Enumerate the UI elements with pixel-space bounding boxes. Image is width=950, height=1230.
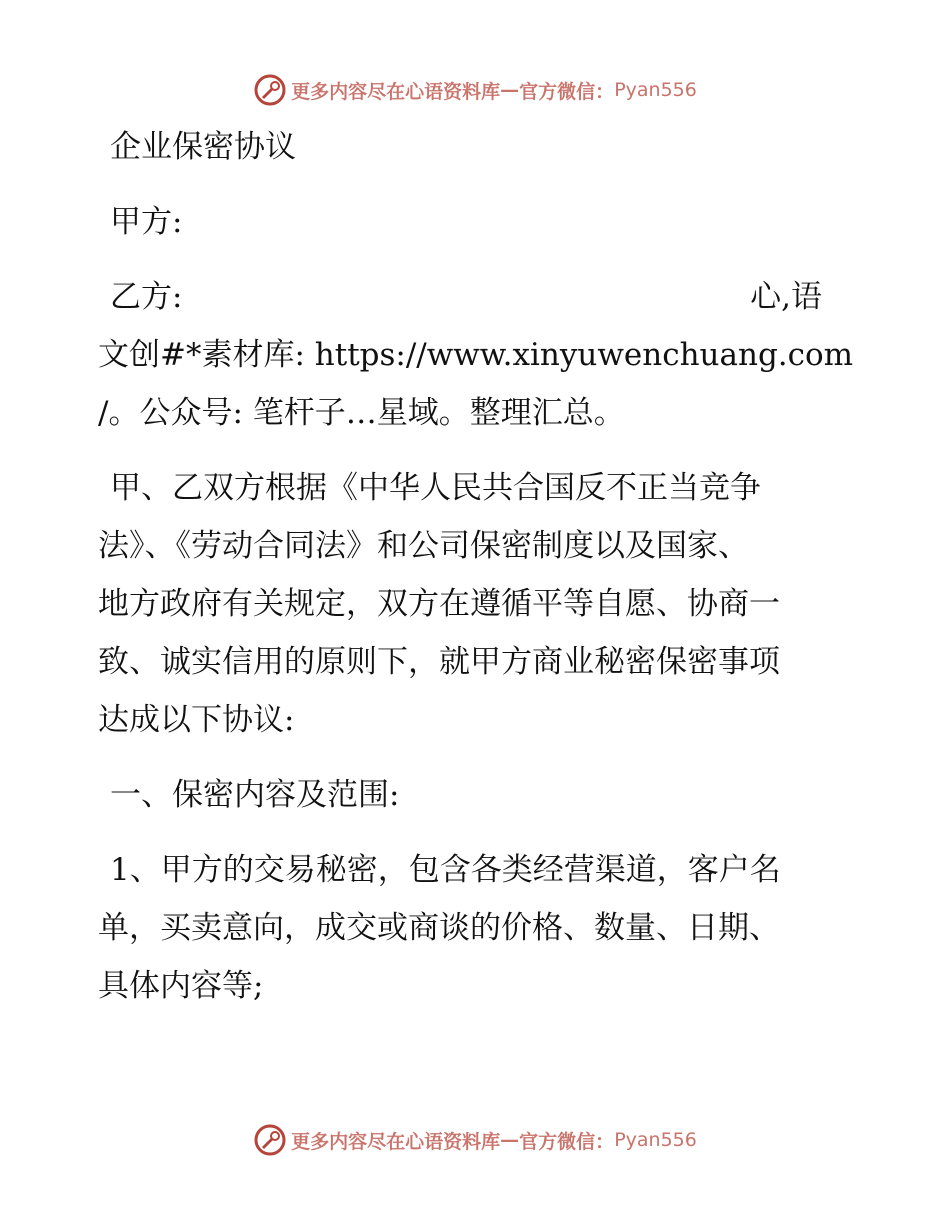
item-1-line-3: 具体内容等; xyxy=(98,968,264,1004)
item-1-line-2: 单，买卖意向，成交或商谈的价格、数量、日期、 xyxy=(98,910,780,946)
banner-wechat: Pyan556 xyxy=(614,1129,697,1151)
banner-official: 官方微信： xyxy=(519,1130,615,1153)
brand-logo-icon xyxy=(253,1123,287,1157)
footer-banner xyxy=(0,1120,950,1160)
watermark-line-3: /。公众号: 笔杆子…星域。整理汇总。 xyxy=(98,395,625,431)
banner-text: 更多内容尽在心语资料库 xyxy=(291,1130,501,1153)
party-b-label: 乙方: xyxy=(110,279,183,315)
document-body xyxy=(98,118,854,1015)
banner-dash: — xyxy=(500,1129,520,1151)
item-1-line-1: 1、甲方的交易秘密，包含各类经营渠道，客户名 xyxy=(110,852,781,888)
document-title: 企业保密协议 xyxy=(110,129,296,165)
intro-line-3: 地方政府有关规定，双方在遵循平等自愿、协商一 xyxy=(98,586,780,622)
section-1-heading: 一、保密内容及范围: xyxy=(110,777,400,813)
banner-text: 更多内容尽在心语资料库 xyxy=(291,80,501,103)
watermark-line-2: 文创#*素材库: https://www.xinyuwenchuang.com xyxy=(98,337,854,373)
banner-official: 官方微信： xyxy=(519,80,615,103)
party-a-label: 甲方: xyxy=(110,204,183,240)
intro-line-5: 达成以下协议: xyxy=(98,702,295,738)
party-b-line xyxy=(98,268,850,326)
watermark-tail: 心,语 xyxy=(750,279,822,315)
banner-dash: — xyxy=(500,79,520,101)
banner-wechat: Pyan556 xyxy=(614,79,697,101)
header-banner xyxy=(0,70,950,110)
intro-line-4: 致、诚实信用的原则下，就甲方商业秘密保密事项 xyxy=(98,644,780,680)
intro-line-1: 甲、乙双方根据《中华人民共合国反不正当竞争 xyxy=(110,470,761,506)
brand-logo-icon xyxy=(253,73,287,107)
intro-line-2: 法》、《劳动合同法》和公司保密制度以及国家、 xyxy=(98,528,749,564)
